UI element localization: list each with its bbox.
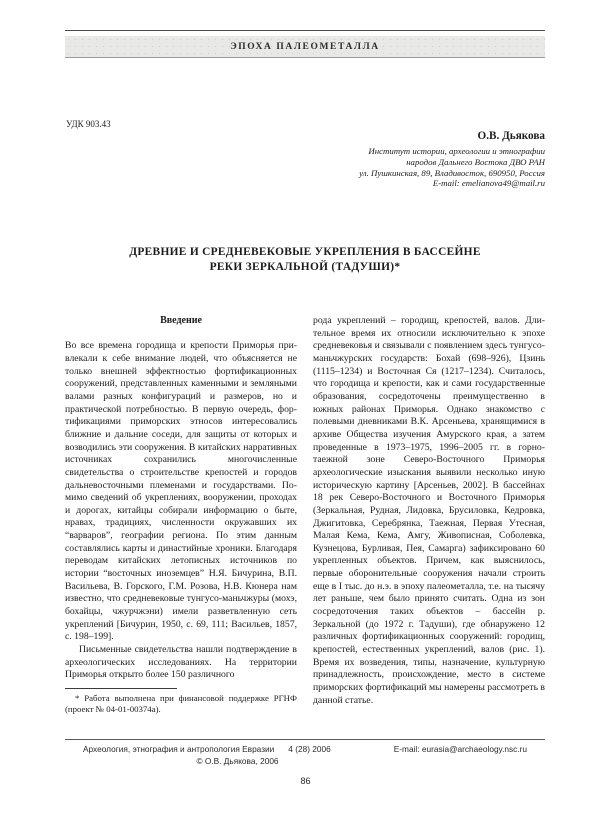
page-number: 86 xyxy=(300,776,311,786)
author-name: О.В. Дьякова xyxy=(477,130,545,142)
right-column xyxy=(313,315,545,716)
article-title xyxy=(65,245,545,275)
paragraph: Во все времена городища и крепости Приморья привлекали к себе внимание людей, что объясняется не только внешней эффектностью фортификационных сооружений, представленных каменными и земляными валами разных конфигураций и размеров, но и практической потребностью. В первую очередь, фортификациями приморских этносов интересовались ближние и дальние соседи, для защиты от которых и возводились эти сооружения. В китайских нарративных источниках сохранились многочисленные свидетельства о строительстве крепостей и городов дальневосточными племенами и государствами. Помимо сведений об укреплениях, вооружении, проходах и дорогах, китайцы собирали информацию о быте, нравах, традициях, численности окружавших их “варваров”, географии региона. По этим данным составлялись карты и династийные хроники. Благодаря переводам китайских летописных источников по истории “восточных иноземцев” Н.Я. Бичурина, В.П. Васильева, В. Горского, Г.М. Розова, Н.В. Кюнера нам известно, что средневековые тунгусо-маньчжуры (мохэ, бохайцы, чжурчжэни) имели разветвленную сеть укреплений [Бичурин, 1950, с. 69, 111; Васильев, 1857, с. 198–199]. xyxy=(65,340,297,643)
section-heading: Введение xyxy=(160,315,202,326)
running-head-top-rule xyxy=(65,30,545,31)
paragraph: рода укреплений – городищ, крепостей, валов. Длительное время их относили исключительно к эпохе средневековья и связывали с появлением здесь тунгусо-маньчжурских государств: Бохай (698–926), Цзинь (1115–1234) и Восточная Ся (1217–1234). Считалось, что городища и крепости, как и сами государственные образования, сосредоточены преимущественно в южных районах Приморья. Однако знакомство с полевыми дневниками В.К. Арсеньева, хранящимися в архиве Общества изучения Амурского края, а затем проведенные в 1973–1975, 1996–2005 гг. в горно-таежной зоне Северо-Восточного Приморья археологические изыскания выявили несколько иную историческую картину [Арсеньев, 2002]. В бассейнах 18 рек Северо-Восточного и Восточного Приморья (Зеркальная, Рудная, Лидовка, Брусиловка, Кедровка, Джигитовка, Серебрянка, Таежная, Первая Утесная, Малая Кема, Кема, Амгу, Живописная, Соболевка, Кузнецова, Бурливая, Пея, Самарга) зафиксировано 60 укрепленных объектов. Причем, как выяснилось, первые оборонительные сооружения начали строить еще в I тыс. до н.э. в эпоху палеометалла, т.е. на тысячу лет раньше, чем было принято считать. Одна из зон сосредоточения таких объектов – бассейн р. Зеркальной (до 1972 г. Тадуши), где обнаружено 12 различных фортификационных сооружений: городищ, крепостей, естественных укреплений, валов (рис. 1). Время их возведения, типы, назначение, культурную принадлежность, происхождение, место в системе приморских фортификаций мы намерены рассмотреть в данной статье. xyxy=(313,315,546,706)
article-body xyxy=(65,315,545,716)
running-head-bar xyxy=(65,36,545,58)
affiliation-line: народов Дальнего Востока ДВО РАН xyxy=(406,156,545,167)
left-column xyxy=(65,315,297,716)
journal-citation xyxy=(83,744,331,754)
article-title-line-2: РЕКИ ЗЕРКАЛЬНОЙ (ТАДУШИ)* xyxy=(209,261,401,273)
journal-issue: 4 (28) 2006 xyxy=(288,744,331,754)
footer-row xyxy=(65,744,545,754)
page-footer xyxy=(65,739,545,766)
author-email: E-mail: emelianova49@mail.ru xyxy=(432,178,545,189)
affiliation xyxy=(359,146,545,189)
article-title-line-1: ДРЕВНИЕ И СРЕДНЕВЕКОВЫЕ УКРЕПЛЕНИЯ В БАССЕЙНЕ xyxy=(129,246,481,258)
paragraph: Письменные свидетельства нашли подтверждение в археологических исследованиях. На территории Приморья открыто более 150 различного xyxy=(65,644,297,681)
running-head: ЭПОХА ПАЛЕОМЕТАЛЛА xyxy=(230,41,380,52)
udc-label: УДК 903.43 xyxy=(66,119,111,129)
footer-email: E-mail: eurasia@archaeology.nsc.ru xyxy=(393,744,527,754)
journal-name: Археология, этнография и антропология Евразии xyxy=(83,744,275,754)
footnote-text: * Работа выполнена при финансовой поддержке РГНФ (проект № 04-01-00374а). xyxy=(65,693,297,715)
affiliation-line: Институт истории, археологии и этнографии xyxy=(368,146,545,156)
footnote-block xyxy=(65,688,297,716)
affiliation-line: ул. Пушкинская, 89, Владивосток, 690950, Россия xyxy=(359,167,545,178)
copyright-line: © О.В. Дьякова, 2006 xyxy=(196,756,279,766)
author-block xyxy=(359,130,545,189)
footnote-separator xyxy=(65,688,177,689)
